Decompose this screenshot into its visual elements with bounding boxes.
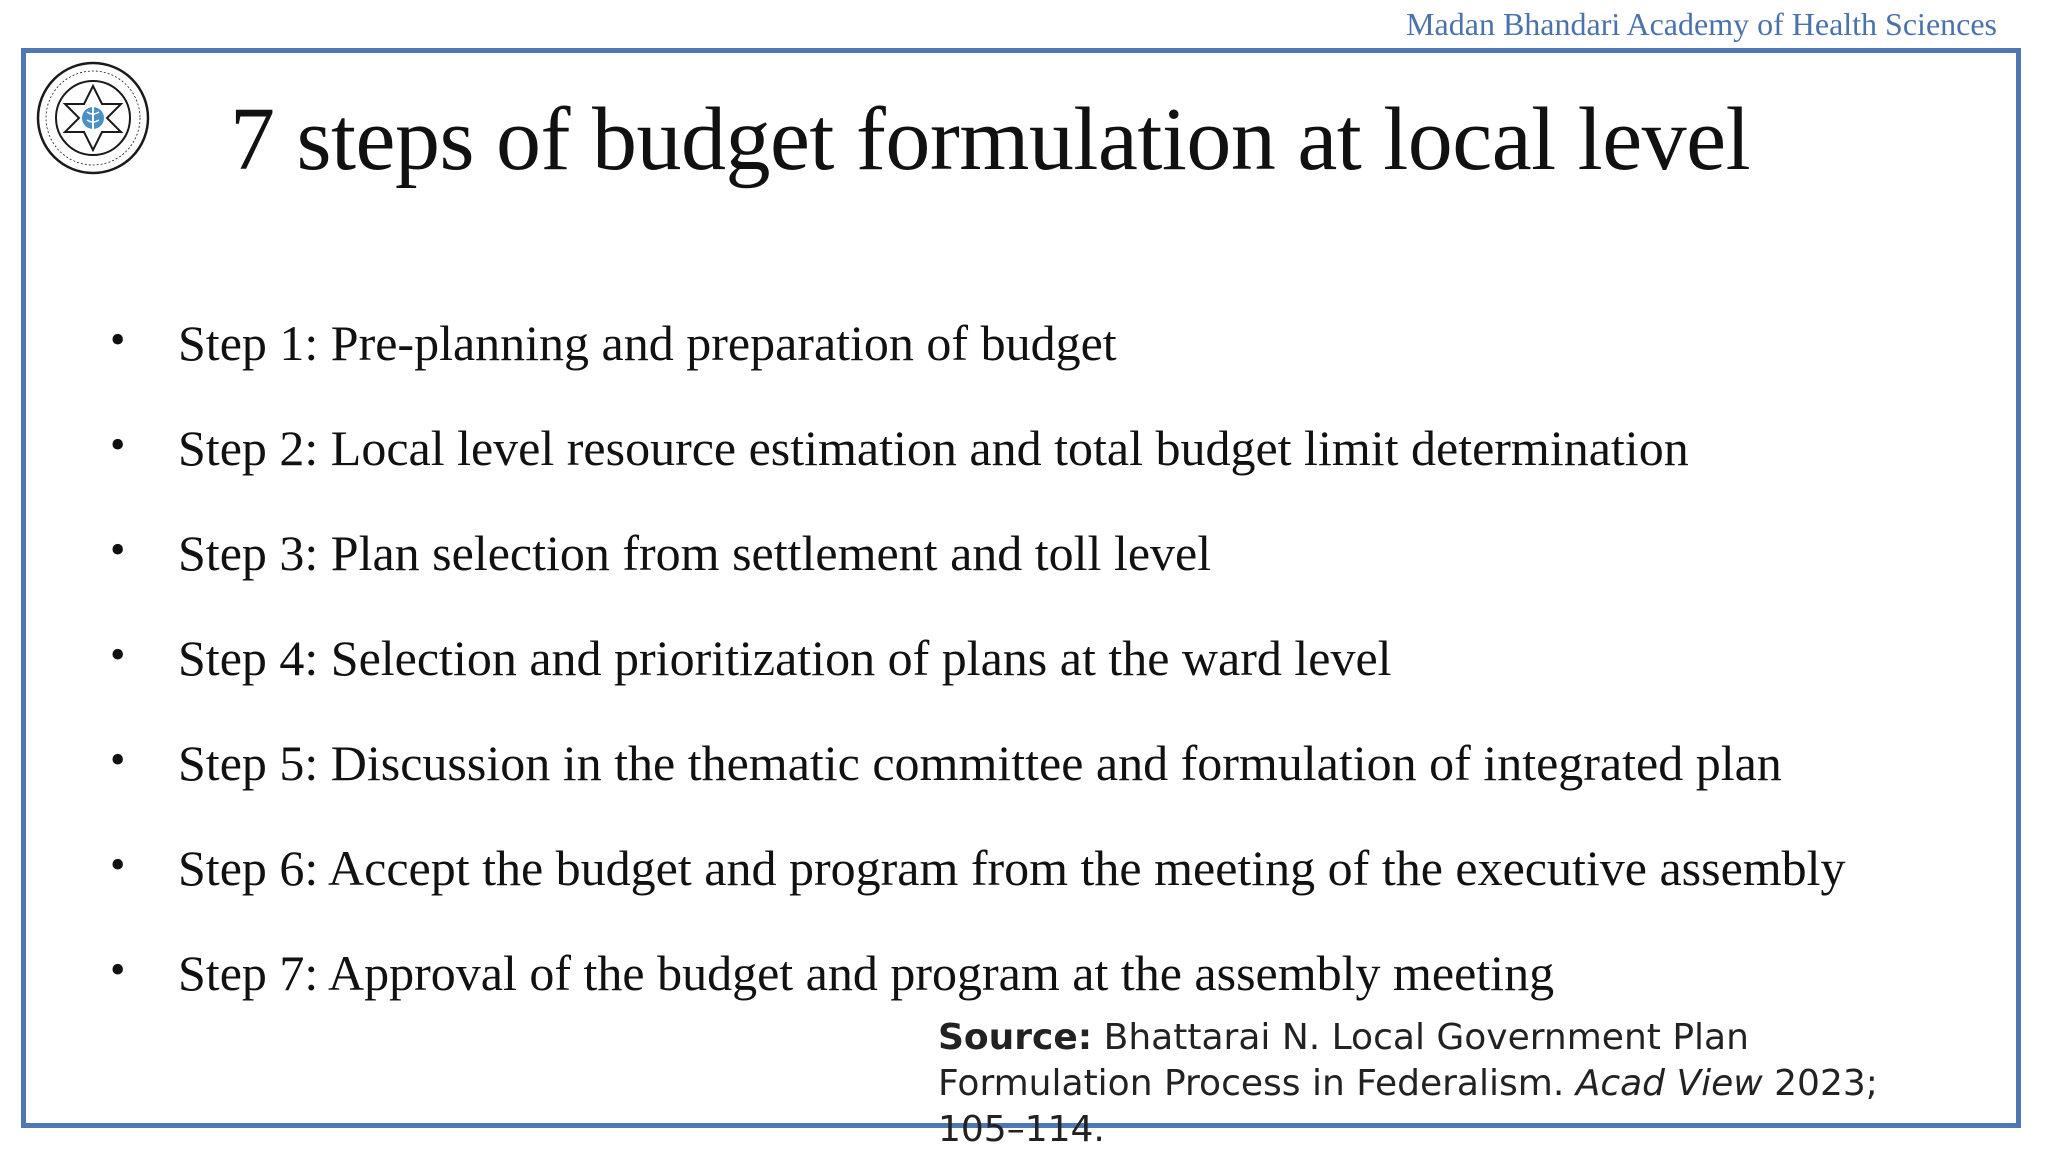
source-journal: Acad View — [1575, 1063, 1763, 1104]
source-text-after: 2023; 105–114. — [938, 1063, 1878, 1150]
bullet-icon: • — [110, 525, 126, 574]
bullet-icon: • — [110, 420, 126, 469]
step-text: Step 7: Approval of the budget and program at the assembly meeting — [178, 945, 1555, 1001]
slide-title: 7 steps of budget formulation at local level — [230, 90, 1751, 189]
source-label: Source: — [938, 1017, 1093, 1058]
bullet-icon: • — [110, 840, 126, 889]
step-text: Step 6: Accept the budget and program from the meeting of the executive assembly — [178, 840, 1846, 896]
step-text: Step 2: Local level resource estimation and total budget limit determination — [178, 420, 1689, 476]
source-citation — [938, 1015, 1898, 1153]
institution-header: Madan Bhandari Academy of Health Sciences — [1406, 6, 1997, 42]
bullet-icon: • — [110, 735, 126, 784]
step-text: Step 3: Plan selection from settlement and toll level — [178, 525, 1212, 581]
step-text: Step 4: Selection and prioritization of plans at the ward level — [178, 630, 1392, 686]
step-text: Step 1: Pre-planning and preparation of budget — [178, 315, 1117, 371]
bullet-icon: • — [110, 945, 126, 994]
academy-seal-logo-icon — [35, 60, 151, 176]
bullet-icon: • — [110, 315, 126, 364]
source-text-before: Bhattarai N. Local Government Plan Formulation Process in Federalism. — [938, 1017, 1749, 1104]
step-text: Step 5: Discussion in the thematic committee and formulation of integrated plan — [178, 735, 1782, 791]
bullet-icon: • — [110, 630, 126, 679]
